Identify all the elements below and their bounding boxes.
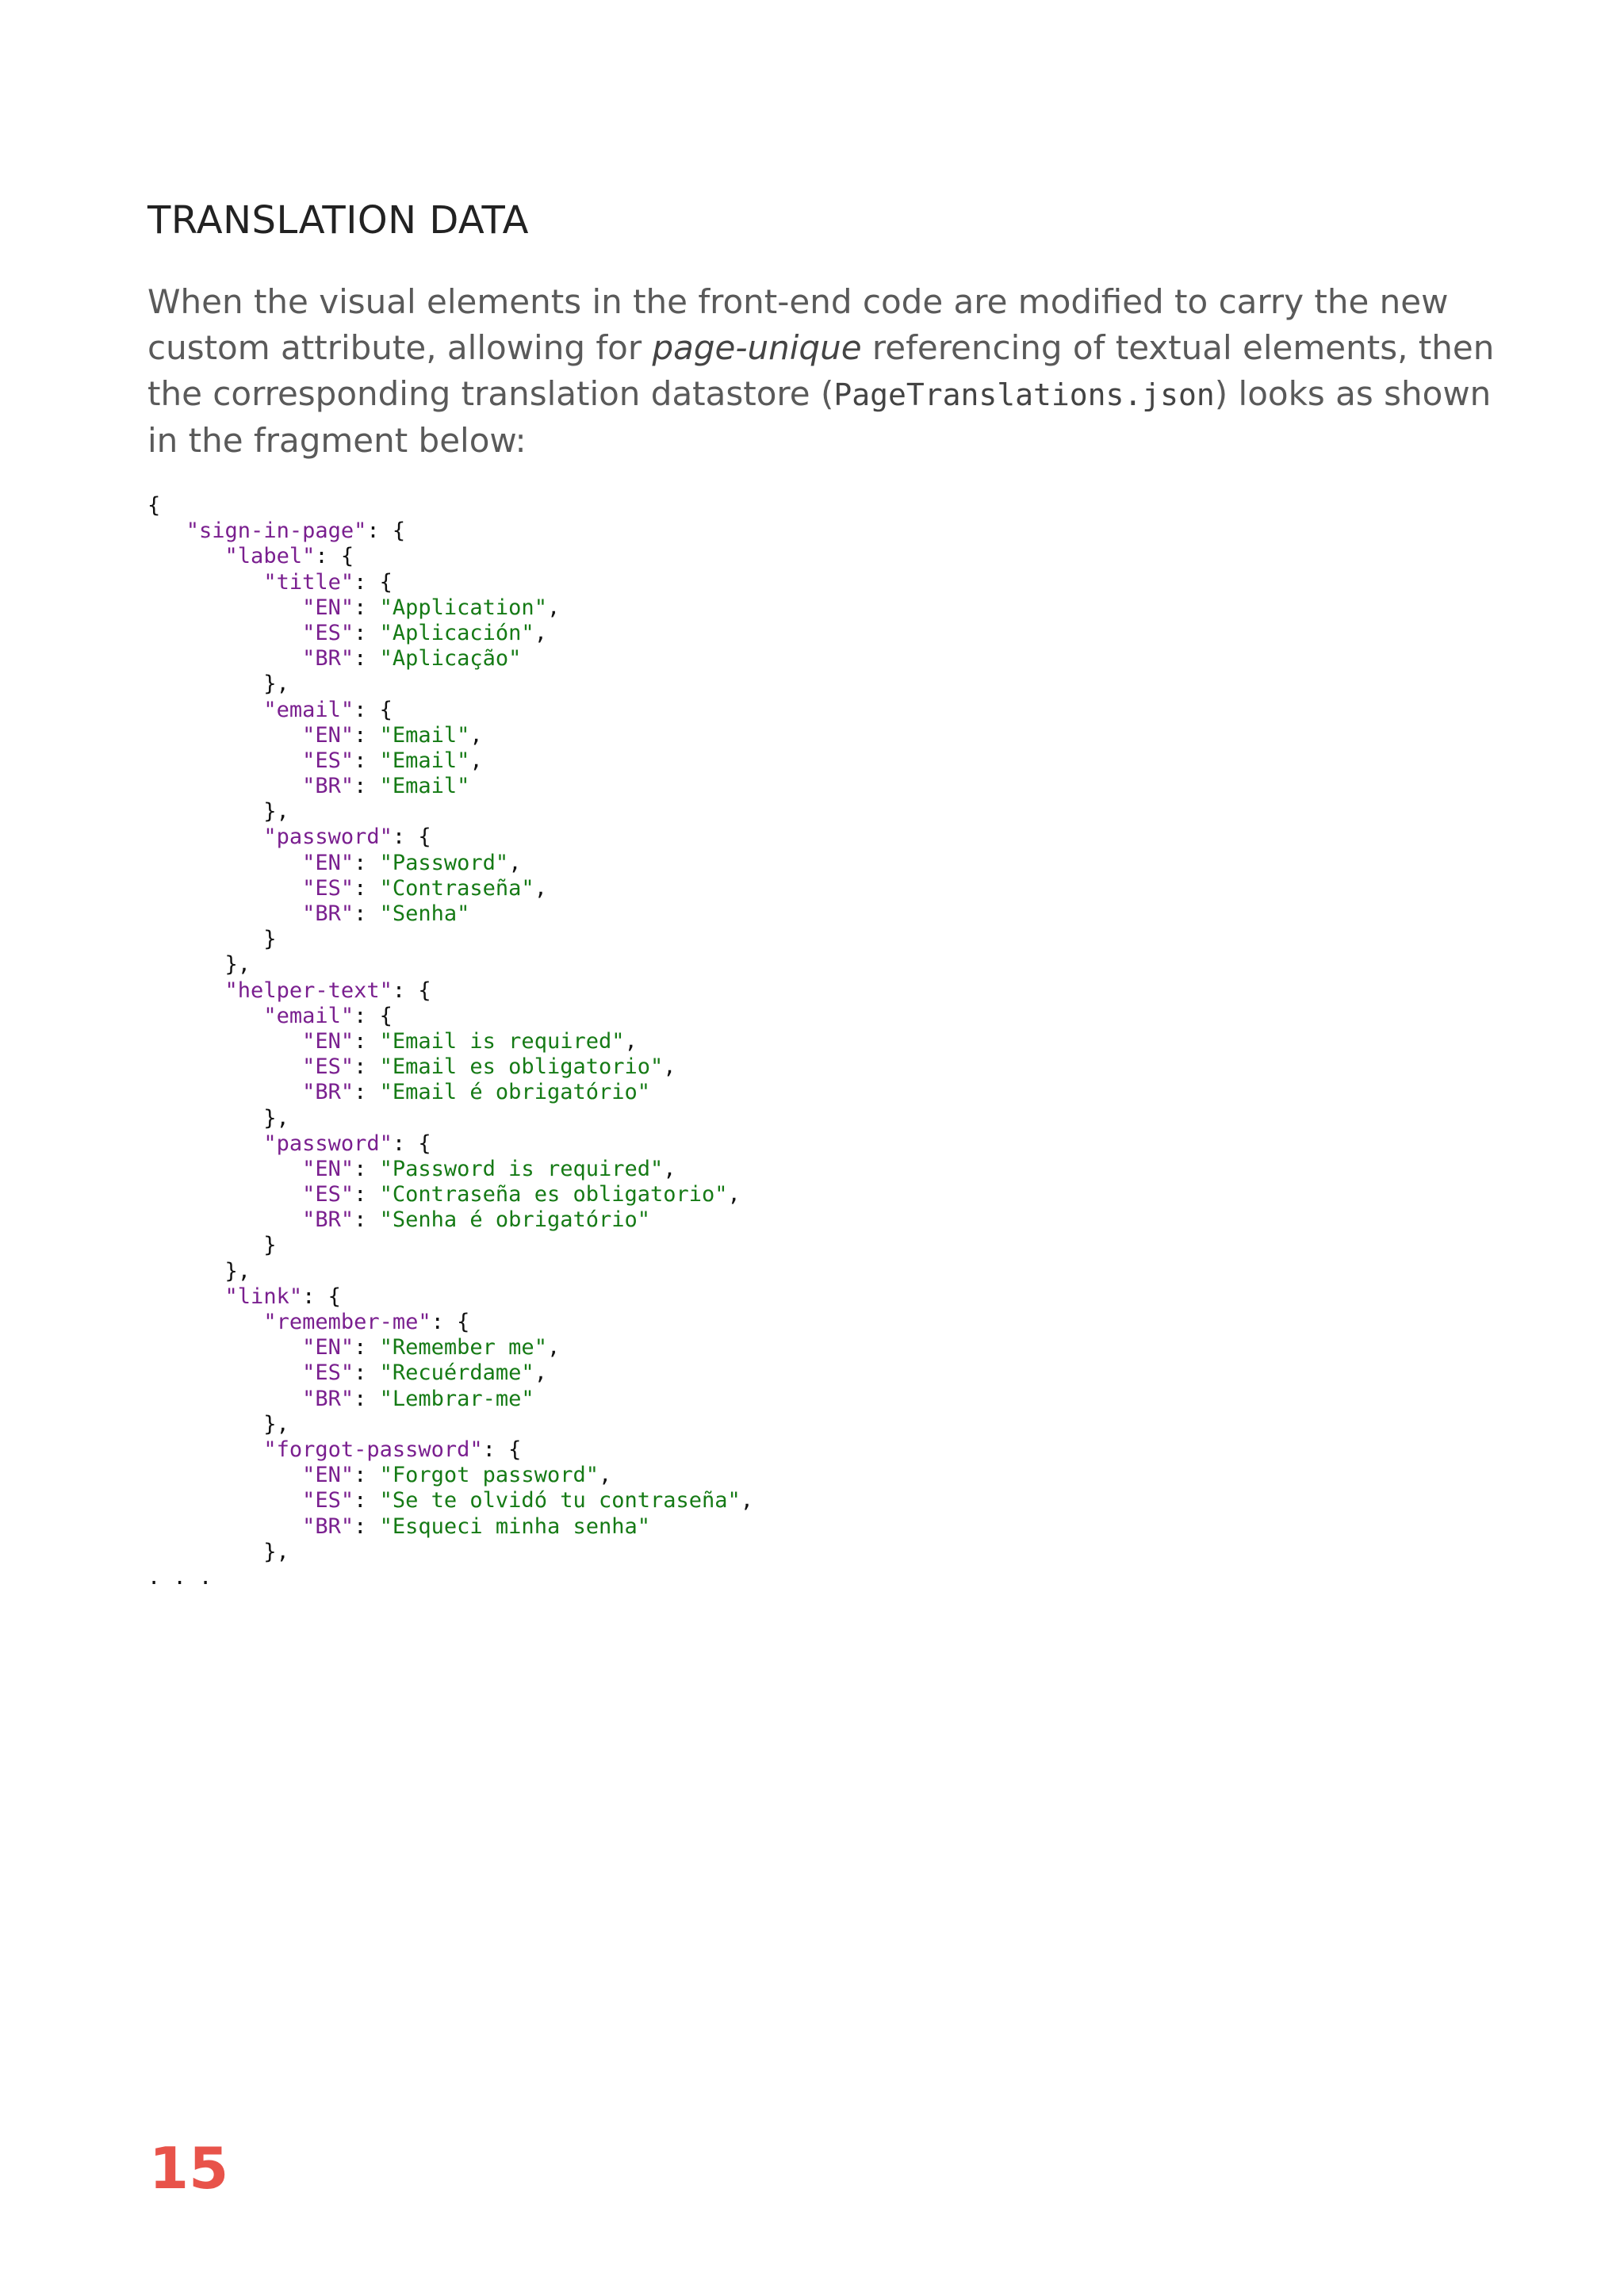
code-line — [147, 1029, 753, 1054]
code-line — [147, 1131, 753, 1157]
code-punctuation: , — [469, 748, 483, 773]
code-punctuation — [147, 1080, 302, 1104]
code-punctuation: }, — [147, 1105, 289, 1131]
code-punctuation — [147, 901, 302, 926]
code-punctuation: : — [354, 620, 380, 645]
code-string: "Email is required" — [379, 1028, 625, 1054]
intro-emphasis: page-unique — [652, 328, 862, 367]
code-line — [147, 672, 753, 697]
code-punctuation: , — [469, 722, 483, 748]
code-key: "EN" — [302, 850, 354, 875]
code-key: "ES" — [302, 1182, 354, 1207]
code-punctuation: { — [147, 493, 161, 518]
code-punctuation: : — [354, 774, 380, 799]
code-punctuation: : — [354, 850, 380, 875]
code-line — [147, 799, 753, 825]
section-heading: TRANSLATION DATA — [147, 198, 529, 243]
code-punctuation: : { — [354, 569, 393, 595]
code-line — [147, 698, 753, 723]
code-punctuation — [147, 519, 186, 543]
code-punctuation — [147, 1157, 302, 1181]
code-punctuation: }, — [147, 1411, 289, 1437]
code-punctuation: : — [354, 1513, 380, 1539]
code-punctuation: , — [546, 595, 561, 620]
code-line — [147, 519, 753, 544]
code-string: "Email" — [379, 774, 470, 799]
code-key: "BR" — [302, 774, 354, 799]
code-string: "Email es obligatorio" — [379, 1054, 664, 1080]
code-string: "Email" — [379, 748, 470, 773]
code-punctuation: , — [624, 1028, 638, 1054]
code-string: "Email" — [379, 722, 470, 748]
code-line — [147, 1412, 753, 1437]
code-punctuation: : — [354, 1360, 380, 1386]
code-line — [147, 1004, 753, 1029]
code-key: "BR" — [302, 646, 354, 672]
code-punctuation — [147, 1335, 302, 1360]
code-string: "Aplicación" — [379, 620, 534, 645]
code-line — [147, 1080, 753, 1105]
code-punctuation: , — [663, 1156, 676, 1181]
code-key: "password" — [263, 1131, 393, 1156]
intro-paragraph — [147, 279, 1511, 464]
intro-text-1: When the visual elements in the front-end code are modified to carry the new custom attribute, allowing for — [147, 282, 1449, 367]
code-key: "label" — [224, 544, 316, 569]
code-punctuation: : { — [315, 544, 354, 569]
code-punctuation: } — [147, 927, 277, 952]
code-line — [147, 595, 753, 621]
code-line — [147, 876, 753, 901]
code-key: "BR" — [302, 901, 354, 926]
code-punctuation — [147, 621, 302, 645]
code-string: "Email é obrigatório" — [379, 1080, 650, 1105]
code-key: "link" — [224, 1284, 303, 1309]
code-punctuation: : { — [366, 519, 406, 544]
intro-filename: PageTranslations.json — [833, 377, 1215, 412]
code-string: "Senha é obrigatório" — [379, 1207, 650, 1233]
code-punctuation — [147, 1310, 263, 1334]
code-string: "Remember me" — [379, 1335, 547, 1360]
code-punctuation: , — [534, 1360, 547, 1386]
code-key: "EN" — [302, 722, 354, 748]
code-key: "BR" — [302, 1207, 354, 1233]
code-punctuation: , — [727, 1182, 741, 1207]
code-punctuation — [147, 570, 263, 595]
code-key: "title" — [263, 569, 354, 595]
code-punctuation — [147, 876, 302, 901]
code-string: "Lembrar-me" — [379, 1386, 534, 1411]
code-punctuation: , — [740, 1488, 754, 1513]
code-key: "ES" — [302, 875, 354, 901]
code-punctuation: }, — [147, 799, 289, 825]
code-punctuation: : — [354, 748, 380, 773]
code-punctuation: . . . — [147, 1564, 213, 1590]
intro-text-3: ) looks as shown in the fragment below: — [147, 374, 1492, 460]
code-punctuation — [147, 1463, 302, 1487]
code-key: "ES" — [302, 620, 354, 645]
json-code-block — [147, 493, 753, 1590]
code-line — [147, 1488, 753, 1513]
code-punctuation: : — [354, 1488, 380, 1513]
code-line — [147, 825, 753, 850]
code-punctuation: : — [354, 1463, 380, 1488]
code-key: "email" — [263, 697, 354, 722]
code-punctuation: : — [354, 1207, 380, 1233]
code-punctuation: } — [147, 1233, 277, 1258]
code-punctuation: , — [534, 620, 547, 645]
code-punctuation — [147, 1437, 263, 1462]
code-punctuation: }, — [147, 672, 289, 697]
code-key: "sign-in-page" — [186, 519, 367, 544]
code-key: "ES" — [302, 1488, 354, 1513]
code-line — [147, 570, 753, 595]
code-punctuation: : { — [431, 1310, 470, 1334]
code-punctuation — [147, 1488, 302, 1513]
code-line — [147, 851, 753, 876]
code-punctuation: : — [354, 875, 380, 901]
code-punctuation: : — [354, 901, 380, 926]
code-key: "BR" — [302, 1386, 354, 1411]
code-punctuation: : — [354, 722, 380, 748]
code-punctuation — [147, 774, 302, 798]
code-line — [147, 1284, 753, 1310]
code-string: "Contraseña" — [379, 875, 534, 901]
code-punctuation — [147, 544, 225, 568]
code-line — [147, 1540, 753, 1565]
code-punctuation — [147, 1054, 302, 1079]
code-string: "Aplicação" — [379, 646, 522, 672]
code-punctuation: : — [354, 1156, 380, 1181]
code-string: "Application" — [379, 595, 547, 620]
code-line — [147, 1054, 753, 1080]
code-punctuation — [147, 1207, 302, 1232]
code-line — [147, 723, 753, 748]
code-punctuation: : — [354, 595, 380, 620]
code-punctuation: : { — [354, 1003, 393, 1028]
code-punctuation: : { — [392, 978, 431, 1003]
code-punctuation: }, — [147, 1258, 251, 1284]
code-key: "ES" — [302, 1360, 354, 1386]
code-line — [147, 1310, 753, 1335]
code-punctuation: : — [354, 1054, 380, 1080]
code-punctuation — [147, 1284, 225, 1309]
code-punctuation — [147, 698, 263, 722]
code-line — [147, 1233, 753, 1258]
code-punctuation — [147, 851, 302, 875]
code-punctuation — [147, 1514, 302, 1539]
code-punctuation: : — [354, 1182, 380, 1207]
code-line — [147, 1565, 753, 1590]
code-key: "ES" — [302, 1054, 354, 1080]
code-punctuation: , — [598, 1463, 612, 1488]
code-punctuation: : — [354, 646, 380, 672]
intro-text-2: referencing of textual elements, then the corresponding translation datastore ( — [147, 328, 1495, 413]
code-key: "helper-text" — [224, 978, 393, 1003]
code-line — [147, 901, 753, 927]
code-line — [147, 927, 753, 952]
code-line — [147, 748, 753, 774]
code-punctuation — [147, 1360, 302, 1385]
code-key: "EN" — [302, 1335, 354, 1360]
code-string: "Se te olvidó tu contraseña" — [379, 1488, 741, 1513]
code-punctuation: , — [508, 850, 522, 875]
code-punctuation — [147, 595, 302, 620]
code-string: "Esqueci minha senha" — [379, 1513, 650, 1539]
code-key: "EN" — [302, 1156, 354, 1181]
code-string: "Password is required" — [379, 1156, 664, 1181]
code-punctuation — [147, 1004, 263, 1028]
code-key: "password" — [263, 825, 393, 850]
code-line — [147, 774, 753, 799]
code-punctuation — [147, 646, 302, 671]
code-punctuation: : — [354, 1386, 380, 1411]
code-line — [147, 621, 753, 646]
code-punctuation: , — [546, 1335, 561, 1360]
code-punctuation — [147, 748, 302, 773]
code-key: "EN" — [302, 1028, 354, 1054]
code-punctuation — [147, 825, 263, 849]
code-line — [147, 952, 753, 978]
code-string: "Recuérdame" — [379, 1360, 534, 1386]
code-punctuation: : { — [482, 1437, 522, 1462]
code-punctuation: }, — [147, 952, 251, 978]
code-punctuation: : { — [354, 697, 393, 722]
code-key: "BR" — [302, 1080, 354, 1105]
code-punctuation: : — [354, 1080, 380, 1105]
code-punctuation: : { — [302, 1284, 341, 1309]
code-line — [147, 1157, 753, 1182]
code-string: "Password" — [379, 850, 509, 875]
code-line — [147, 493, 753, 519]
code-line — [147, 1437, 753, 1463]
code-punctuation: : { — [392, 1131, 431, 1156]
code-punctuation: : — [354, 1335, 380, 1360]
code-line — [147, 1463, 753, 1488]
code-line — [147, 978, 753, 1004]
code-line — [147, 1360, 753, 1386]
code-punctuation: : — [354, 1028, 380, 1054]
code-punctuation: , — [663, 1054, 676, 1080]
code-string: "Forgot password" — [379, 1463, 599, 1488]
code-punctuation — [147, 723, 302, 748]
code-key: "BR" — [302, 1513, 354, 1539]
code-string: "Senha" — [379, 901, 470, 926]
code-key: "remember-me" — [263, 1310, 431, 1334]
code-line — [147, 544, 753, 569]
code-punctuation — [147, 1131, 263, 1156]
code-punctuation — [147, 1029, 302, 1054]
code-line — [147, 646, 753, 672]
code-line — [147, 1387, 753, 1412]
code-key: "EN" — [302, 1463, 354, 1488]
code-line — [147, 1106, 753, 1131]
code-line — [147, 1259, 753, 1284]
code-key: "email" — [263, 1003, 354, 1028]
code-punctuation — [147, 978, 225, 1003]
code-line — [147, 1514, 753, 1540]
code-punctuation — [147, 1387, 302, 1411]
code-string: "Contraseña es obligatorio" — [379, 1182, 728, 1207]
code-punctuation — [147, 1182, 302, 1207]
code-punctuation: }, — [147, 1539, 289, 1564]
code-key: "ES" — [302, 748, 354, 773]
code-line — [147, 1335, 753, 1360]
code-key: "EN" — [302, 595, 354, 620]
code-line — [147, 1207, 753, 1233]
code-punctuation: , — [534, 875, 547, 901]
code-key: "forgot-password" — [263, 1437, 483, 1462]
page-number: 15 — [149, 2135, 229, 2202]
code-punctuation: : { — [392, 825, 431, 850]
code-line — [147, 1182, 753, 1207]
